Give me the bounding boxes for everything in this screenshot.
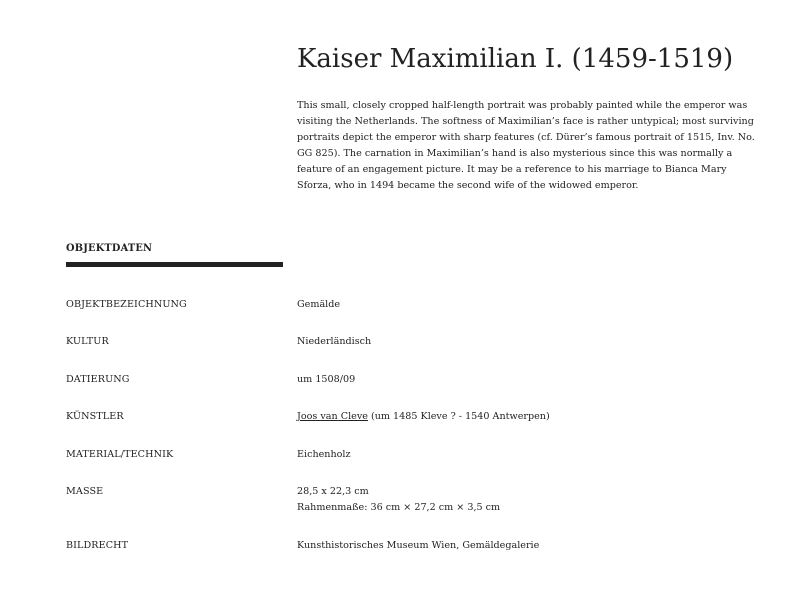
meta-label: MATERIAL/TECHNIK <box>66 449 174 460</box>
frame-dimensions-value: Rahmenmaße: 36 cm × 27,2 cm × 3,5 cm <box>297 502 501 513</box>
meta-value: Eichenholz <box>297 449 351 460</box>
section-heading-objektdaten: OBJEKTDATEN <box>66 243 153 254</box>
artwork-title: Kaiser Maximilian I. (1459-1519) <box>297 44 734 74</box>
meta-label: MASSE <box>66 486 104 497</box>
meta-label: DATIERUNG <box>66 374 130 385</box>
artist-life-dates: (um 1485 Kleve ? - 1540 Antwerpen) <box>367 411 550 422</box>
meta-value: Gemälde <box>297 299 341 310</box>
dimensions-value: 28,5 x 22,3 cm <box>297 486 369 497</box>
section-divider <box>66 262 283 267</box>
meta-value <box>297 409 757 425</box>
meta-label: KULTUR <box>66 336 109 347</box>
meta-value: Kunsthistorisches Museum Wien, Gemäldegalerie <box>297 540 540 551</box>
meta-label: OBJEKTBEZEICHNUNG <box>66 299 187 310</box>
meta-label: KÜNSTLER <box>66 411 124 422</box>
meta-value: Niederländisch <box>297 336 372 347</box>
meta-value <box>297 484 757 516</box>
artist-link[interactable]: Joos van Cleve <box>297 411 368 422</box>
meta-value: um 1508/09 <box>297 374 356 385</box>
meta-label: BILDRECHT <box>66 540 129 551</box>
artwork-description: This small, closely cropped half-length portrait was probably painted while the emperor was visiting the Netherlands. The softness of Maximilian’s face is rather untypical; most surviving portraits depict the emperor with sharp features (cf. Dürer’s famous portrait of 1515, Inv. No. GG 825). The carnation in Maximilian’s hand is also mysterious since this was normally a feature of an engagement picture. It may be a reference to his marriage to Bianca Mary Sforza, who in 1494 became the second wife of the widowed emperor. <box>297 100 755 191</box>
